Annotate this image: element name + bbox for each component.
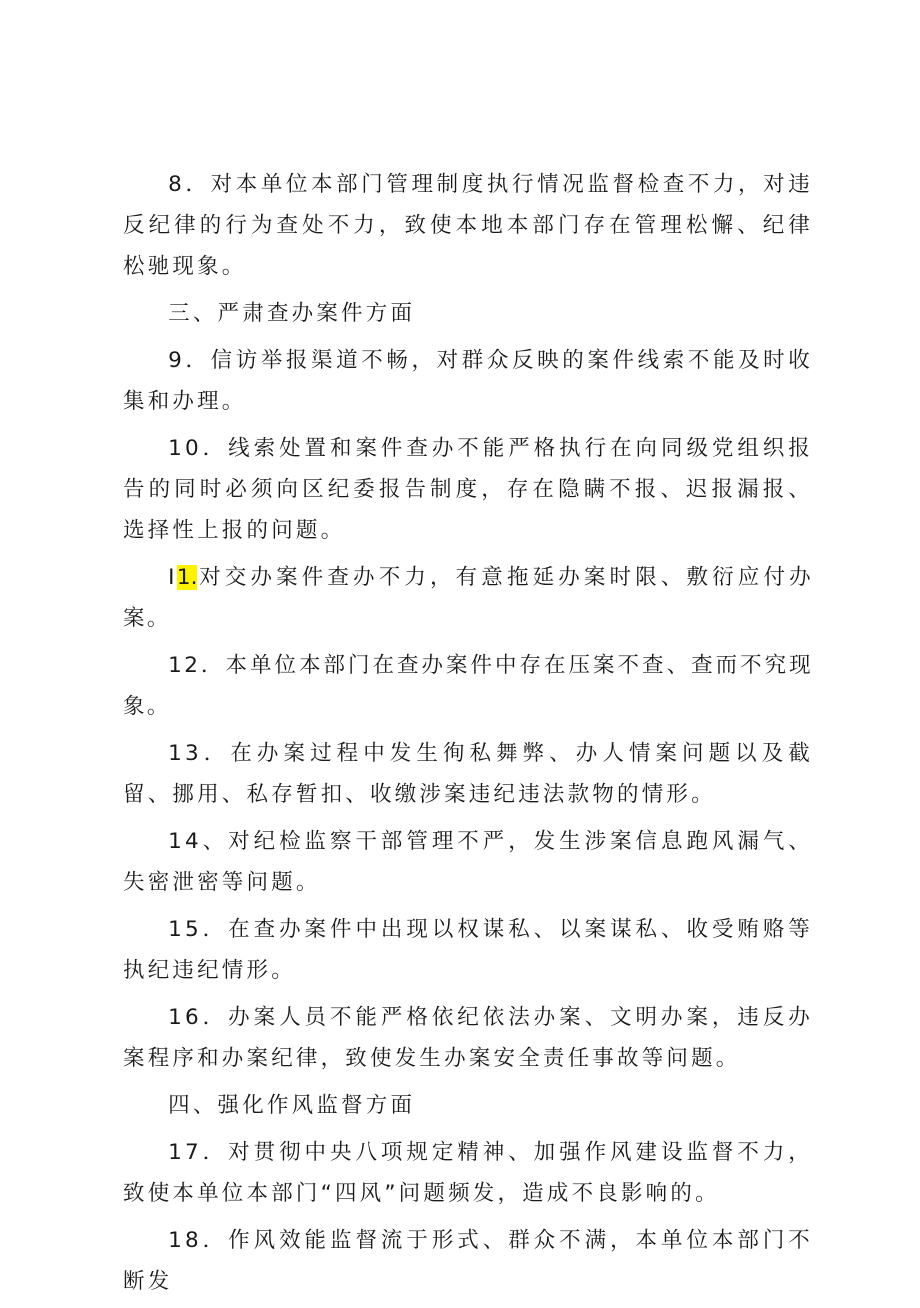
item-separator: 、 xyxy=(201,829,229,854)
item-number-prefix: I xyxy=(168,565,177,590)
item-number: 9 xyxy=(168,348,186,373)
highlighted-number: 1. xyxy=(176,565,198,590)
item-number: 16 xyxy=(168,1005,202,1030)
paragraph-text: 在办案过程中发生徇私舞弊、办人情案问题以及截留、挪用、私存暂扣、收缴涉案违纪违法款物的情形。 xyxy=(123,741,814,807)
item-number: 13 xyxy=(168,741,202,766)
paragraph-text: 作风效能监督流于形式、群众不满，本单位本部门不断发 xyxy=(123,1228,814,1294)
item-number: 12 xyxy=(168,653,201,678)
item-separator: ． xyxy=(201,436,229,461)
paragraph-text: 对本单位本部门管理制度执行情况监督检查不力，对违反纪律的行为查处不力，致使本地本部门存在管理松懈、纪律松驰现象。 xyxy=(123,172,813,279)
paragraph-15 xyxy=(123,909,813,991)
paragraph-text: 对纪检监察干部管理不严，发生涉案信息跑风漏气、失密泄密等问题。 xyxy=(123,829,814,895)
document-body xyxy=(123,164,813,1308)
paragraph-16 xyxy=(123,997,813,1079)
paragraph-text: 线索处置和案件查办不能严格执行在向同级党组织报告的同时必须向区纪委报告制度，存在隐瞒不报、迟报漏报、选择性上报的问题。 xyxy=(123,436,814,543)
paragraph-text: 对交办案件查办不力，有意拖延办案时限、敷衍应付办案。 xyxy=(123,565,813,631)
paragraph-18 xyxy=(123,1220,813,1302)
paragraph-text: 办案人员不能严格依纪依法办案、文明办案，违反办案程序和办案纪律，致使发生办案安全责任事故等问题。 xyxy=(123,1005,814,1071)
paragraph-12 xyxy=(123,645,813,727)
item-number: 18 xyxy=(168,1228,202,1253)
paragraph-17 xyxy=(123,1132,813,1214)
paragraph-13 xyxy=(123,733,813,815)
item-number: 10 xyxy=(168,436,202,461)
item-separator: ． xyxy=(201,741,231,766)
item-separator: ． xyxy=(201,1005,229,1030)
paragraph-10 xyxy=(123,428,813,551)
item-separator: ． xyxy=(200,653,226,678)
paragraph-text: 在查办案件中出现以权谋私、以案谋私、收受贿赂等执纪违纪情形。 xyxy=(123,917,814,983)
item-number: 8 xyxy=(168,172,186,197)
item-separator: ． xyxy=(201,917,229,942)
paragraph-9 xyxy=(123,340,813,422)
item-number: 17 xyxy=(168,1140,202,1165)
item-separator: ． xyxy=(185,348,211,373)
paragraph-text: 信访举报渠道不畅，对群众反映的案件线索不能及时收集和办理。 xyxy=(123,348,813,414)
paragraph-11 xyxy=(123,557,813,639)
section-heading-3: 三、严肃查办案件方面 xyxy=(168,301,416,326)
item-number: 14 xyxy=(168,829,202,854)
item-separator: ． xyxy=(185,172,211,197)
section-heading-4: 四、强化作风监督方面 xyxy=(168,1093,416,1118)
item-separator: ． xyxy=(201,1228,229,1253)
paragraph-14 xyxy=(123,821,813,903)
paragraph-8 xyxy=(123,164,813,287)
paragraph-text: 本单位本部门在查办案件中存在压案不查、查而不究现象。 xyxy=(123,653,813,719)
item-number: 15 xyxy=(168,917,202,942)
paragraph-text: 对贯彻中央八项规定精神、加强作风建设监督不力，致使本单位本部门“四风”问题频发，造成不良影响的。 xyxy=(123,1140,814,1206)
item-separator: ． xyxy=(201,1140,229,1165)
